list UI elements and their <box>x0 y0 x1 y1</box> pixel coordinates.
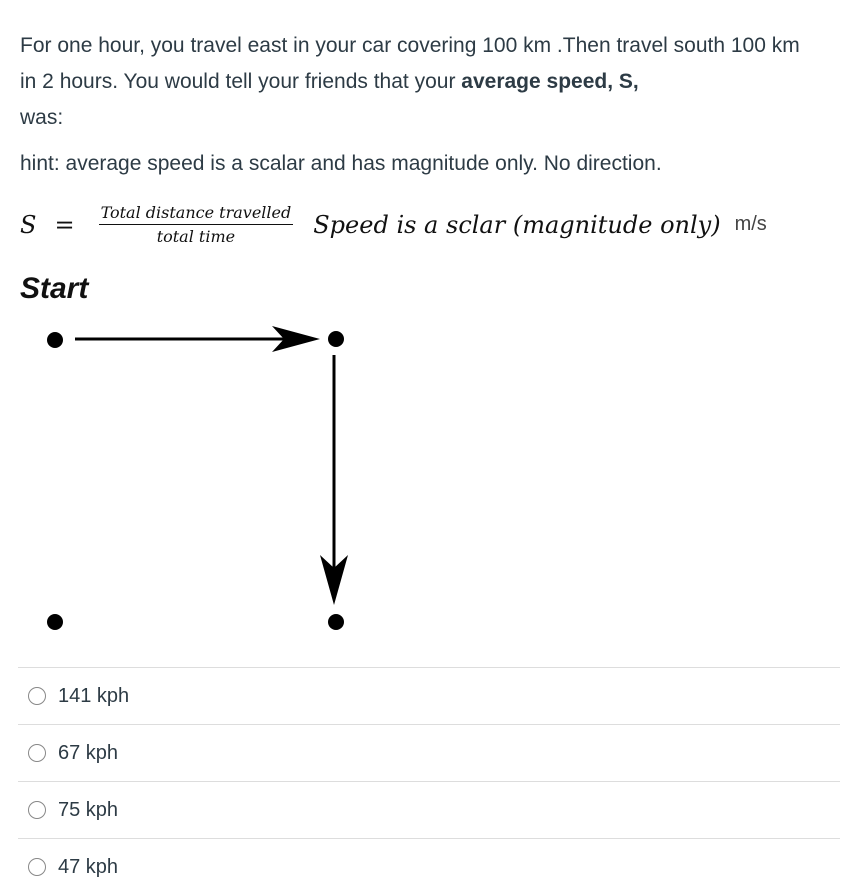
answer-option[interactable] <box>18 838 840 895</box>
radio-button[interactable] <box>28 801 46 819</box>
formula-note: Speed is a sclar (magnitude only) <box>313 210 721 239</box>
answer-label: 47 kph <box>58 855 119 878</box>
answer-label: 67 kph <box>58 741 119 764</box>
answer-option[interactable] <box>18 781 840 838</box>
formula-fraction <box>99 203 294 246</box>
path-diagram <box>0 310 842 640</box>
speed-formula <box>20 203 767 246</box>
answer-list <box>18 667 840 895</box>
unit-label: m/s <box>734 213 767 235</box>
radio-button[interactable] <box>28 687 46 705</box>
numerator: Total distance travelled <box>99 203 294 225</box>
radio-button[interactable] <box>28 858 46 876</box>
question-text: For one hour, you travel east in your car covering 100 km .Then travel south 100 km in 2 hours. You would tell your friends that your average speed, S, was: <box>20 34 800 129</box>
corner-point <box>328 331 344 347</box>
answer-option[interactable] <box>18 667 840 724</box>
formula-equals: = <box>54 210 75 239</box>
start-point <box>47 332 63 348</box>
answer-option[interactable] <box>18 724 840 781</box>
end-point <box>328 614 344 630</box>
start-label: Start <box>20 272 89 305</box>
radio-button[interactable] <box>28 744 46 762</box>
denominator: total time <box>156 227 236 246</box>
reference-point <box>47 614 63 630</box>
answer-label: 141 kph <box>58 684 130 707</box>
formula-lhs: S <box>20 210 37 239</box>
hint-text: hint: average speed is a scalar and has magnitude only. No direction. <box>20 152 662 175</box>
answer-label: 75 kph <box>58 798 119 821</box>
